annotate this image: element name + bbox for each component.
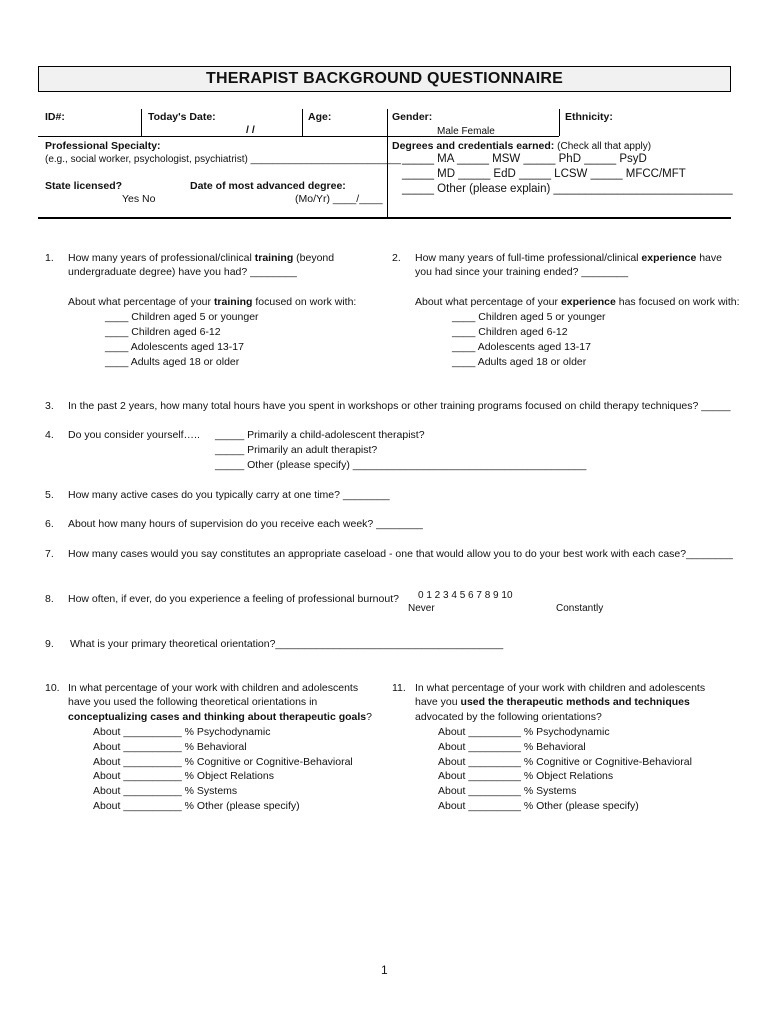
q10-line-3-bold: conceptualizing cases and thinking about therapeutic goals — [68, 711, 367, 723]
q11-line-2 — [415, 696, 690, 709]
degrees-row-3: _____ Other (please explain) ____________________________ — [402, 183, 733, 195]
q11-number: 11. — [392, 682, 406, 694]
degrees-note: (Check all that apply) — [557, 141, 652, 152]
q2-item: ____ Adults aged 18 or older — [452, 356, 587, 368]
licensed-options: Yes No — [122, 193, 156, 205]
q1-number: 1. — [45, 252, 54, 264]
title-banner — [38, 66, 731, 92]
q10-item: About __________ % Other (please specify) — [93, 800, 300, 812]
q11-item: About _________ % Behavioral — [438, 741, 586, 753]
page-title: THERAPIST BACKGROUND QUESTIONNAIRE — [205, 70, 564, 87]
q2-item: ____ Adolescents aged 13-17 — [452, 341, 591, 353]
q2-pct-end: has focused on work with: — [615, 296, 740, 308]
q6-text: About how many hours of supervision do you receive each week? ________ — [68, 518, 423, 530]
q1-pct-text: About what percentage of your — [68, 296, 214, 308]
q10-line-1: In what percentage of your work with children and adolescents — [68, 682, 359, 694]
q3-text: In the past 2 years, how many total hours have you spent in workshops or other training programs focused on child therapy techniques? _____ — [68, 400, 731, 412]
ethnicity-label: Ethnicity: — [565, 111, 613, 123]
q10-line-3-end: ? — [366, 711, 372, 723]
q10-item: About __________ % Object Relations — [93, 770, 274, 782]
q1-item: ____ Adolescents aged 13-17 — [105, 341, 244, 353]
header-bottom-rule — [38, 217, 731, 219]
q4-option: _____ Primarily a child-adolescent therapist? — [215, 429, 425, 441]
q11-line-2-text: have you — [415, 696, 461, 708]
licensed-label: State licensed? — [45, 180, 123, 192]
q1-line-1-end: (beyond — [293, 252, 335, 264]
q11-line-2-bold: used the therapeutic methods and techniques — [460, 696, 690, 708]
degrees-row-1: _____ MA _____ MSW _____ PhD _____ PsyD — [402, 153, 647, 165]
degrees-heading — [392, 140, 651, 153]
q8-number: 8. — [45, 593, 54, 605]
age-label: Age: — [308, 111, 332, 123]
q6-number: 6. — [45, 518, 54, 530]
q11-item: About _________ % Other (please specify) — [438, 800, 639, 812]
q10-line-2: have you used the following theoretical orientations in — [68, 696, 318, 708]
q11-line-1: In what percentage of your work with children and adolescents — [415, 682, 706, 694]
q5-text: How many active cases do you typically carry at one time? ________ — [68, 489, 390, 501]
divider-gender-ethnicity — [559, 109, 560, 136]
q1-line-1-text: How many years of professional/clinical — [68, 252, 255, 264]
q2-line-2: you had since your training ended? ________ — [415, 266, 629, 278]
q7-number: 7. — [45, 548, 54, 560]
date-slashes: / / — [246, 124, 255, 136]
specialty-example: (e.g., social worker, psychologist, psychiatrist) ___________________________ — [45, 154, 401, 165]
q1-line-1-bold: training — [254, 252, 294, 264]
q10-number: 10. — [45, 682, 60, 694]
q2-item: ____ Children aged 5 or younger — [452, 311, 606, 323]
q11-item: About _________ % Cognitive or Cognitive-Behavioral — [438, 756, 692, 768]
id-label: ID#: — [45, 111, 65, 123]
q1-line-2: undergraduate degree) have you had? ________ — [68, 266, 297, 278]
burnout-scale-high: Constantly — [556, 603, 604, 614]
q2-line-1-text: How many years of full-time professional/clinical — [415, 252, 642, 264]
q9-text: What is your primary theoretical orientation?_______________________________________ — [70, 638, 504, 650]
q1-item: ____ Children aged 5 or younger — [105, 311, 259, 323]
q1-item: ____ Children aged 6-12 — [105, 326, 221, 338]
q5-number: 5. — [45, 489, 54, 501]
specialty-label: Professional Specialty: — [45, 140, 161, 152]
q4-text: Do you consider yourself….. — [68, 429, 200, 441]
q9-number: 9. — [45, 638, 54, 650]
burnout-scale-low: Never — [408, 603, 435, 614]
degree-date-label: Date of most advanced degree: — [190, 180, 346, 192]
q1-pct-bold: training — [213, 296, 253, 308]
degree-date-format: (Mo/Yr) ____/____ — [295, 193, 383, 205]
q10-item: About __________ % Psychodynamic — [93, 726, 271, 738]
q10-item: About __________ % Behavioral — [93, 741, 247, 753]
q2-line-1-end: have — [696, 252, 722, 264]
q4-number: 4. — [45, 429, 54, 441]
q10-line-3 — [68, 711, 372, 724]
q4-option: _____ Other (please specify) ________________________________________ — [215, 459, 587, 471]
q11-line-3: advocated by the following orientations? — [415, 711, 602, 723]
degrees-label: Degrees and credentials earned: — [392, 140, 555, 152]
q1-item: ____ Adults aged 18 or older — [105, 356, 240, 368]
burnout-scale: 0 1 2 3 4 5 6 7 8 9 10 — [418, 590, 513, 601]
q2-pct-text: About what percentage of your — [415, 296, 561, 308]
divider-date-age — [302, 109, 303, 136]
q2-item: ____ Children aged 6-12 — [452, 326, 568, 338]
q2-line-1 — [415, 252, 722, 265]
q2-pct-bold: experience — [560, 296, 616, 308]
q7-text: How many cases would you say constitutes an appropriate caseload - one that would allow you to do your best work with each case?________ — [68, 548, 733, 560]
q11-item: About _________ % Systems — [438, 785, 577, 797]
q11-item: About _________ % Psychodynamic — [438, 726, 610, 738]
q2-number: 2. — [392, 252, 401, 264]
q3-number: 3. — [45, 400, 54, 412]
date-label: Today's Date: — [148, 111, 216, 123]
q2-percentage-prompt — [415, 296, 740, 309]
gender-options: Male Female — [437, 126, 495, 137]
page-number: 1 — [381, 963, 388, 977]
q8-text: How often, if ever, do you experience a feeling of professional burnout? — [68, 593, 399, 605]
gender-label: Gender: — [392, 111, 433, 123]
q2-line-1-bold: experience — [641, 252, 697, 264]
q10-item: About __________ % Systems — [93, 785, 238, 797]
q11-item: About _________ % Object Relations — [438, 770, 614, 782]
q4-option: _____ Primarily an adult therapist? — [215, 444, 378, 456]
q10-item: About __________ % Cognitive or Cognitive-Behavioral — [93, 756, 353, 768]
q1-pct-end: focused on work with: — [252, 296, 357, 308]
divider-header-row — [38, 136, 387, 137]
degrees-row-2: _____ MD _____ EdD _____ LCSW _____ MFCC/MFT — [402, 168, 686, 180]
divider-id-date — [141, 109, 142, 136]
q1-line-1 — [68, 252, 334, 265]
q1-percentage-prompt — [68, 296, 356, 309]
